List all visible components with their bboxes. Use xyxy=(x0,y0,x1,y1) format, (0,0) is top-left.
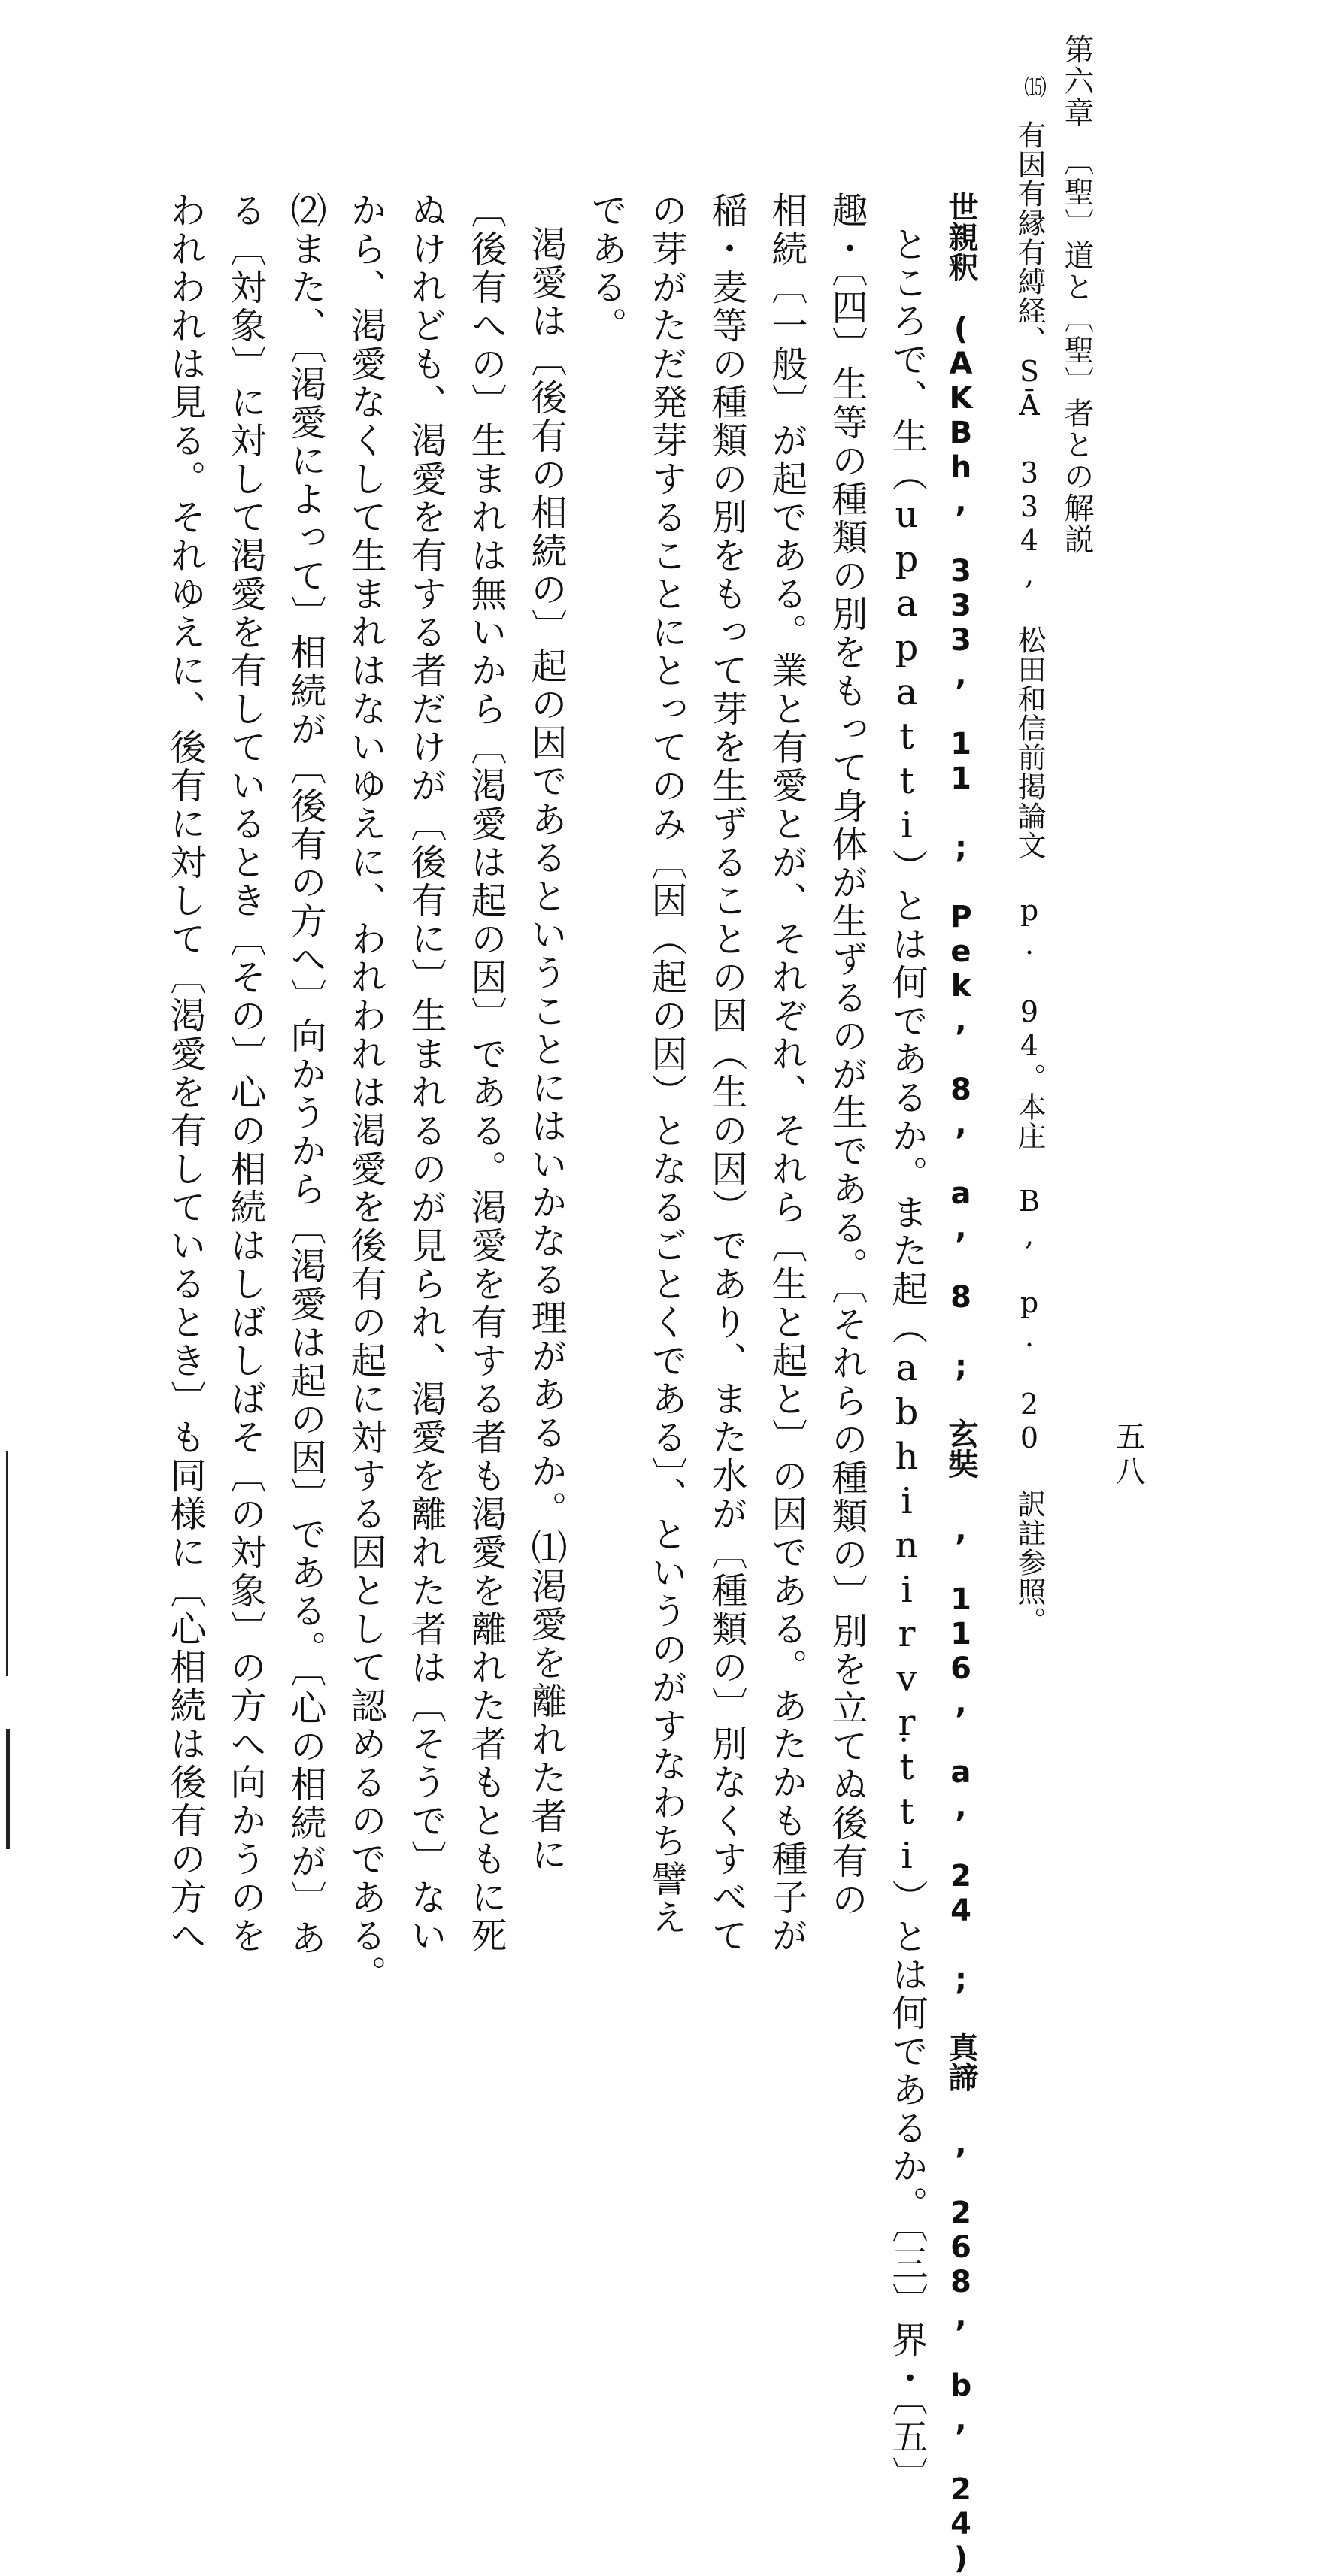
page-number: 五八 xyxy=(1110,1421,1145,1490)
chapter-header: 第六章 〔聖〕道と〔聖〕者との解説 xyxy=(1059,34,1094,555)
citation-heading: 世親釈 (AKBh, 333, 11 ; Pek, 8, a, 8 ; 玄奘 , 116, a, 24 ; 真諦 , 268, b, 24) xyxy=(944,192,978,2576)
body-line: われわれは見る。それゆえに、後有に対して〔渇愛を有しているとき〕も同様に〔心相続は後有の方へ xyxy=(164,192,206,1955)
footnote-number: ⒂ xyxy=(1020,75,1046,98)
body-line: 相続〔一般〕が起である。業と有愛とが、それぞれ、それら〔生と起と〕の因である。あたかも種子が xyxy=(765,192,807,1955)
body-line: ところで、生（upapatti）とは何であるか。また起（abhinirvṛtti）とは何であるか。〔三〕界・〔五〕 xyxy=(886,226,928,2495)
body-line: 渇愛は〔後有の相続の〕起の因であるということにはいかなる理があるか。⑴渇愛を離れた者に xyxy=(525,226,567,1874)
body-line: 趣・〔四〕生等の種類の別をもって身体が生ずるのが生である。〔それらの種類の〕別を立てぬ後有の xyxy=(826,192,868,1919)
body-line: る〔対象〕に対して渇愛を有しているとき〔その〕心の相続はしばしばそ〔の対象〕の方へ向かうのを xyxy=(224,192,266,1955)
body-line: 稲・麦等の種類の別をもって芽を生ずることの因（生の因）であり、また水が〔種類の〕別なくすべて xyxy=(705,192,747,1955)
body-line: ⑵また、〔渇愛によって〕相続が〔後有の方へ〕向かうから〔渇愛は起の因〕である。〔心の相続が〕あ xyxy=(284,192,326,1957)
scan-edge-mark xyxy=(6,1451,8,1676)
body-line: の芽がただ発芽することにとってのみ〔因（起の因）となるごとくである〕、というのがすなわち譬え xyxy=(645,192,687,1937)
scan-edge-mark xyxy=(6,1729,10,1849)
body-line: から、渇愛なくして生まれはないゆえに、われわれは渇愛を後有の起に対する因として認めるのである。 xyxy=(344,192,386,1993)
body-line: ぬけれども、渇愛を有する者だけが〔後有に〕生まれるのが見られ、渇愛を離れた者は〔そうで〕ない xyxy=(404,192,447,1955)
body-line: である。 xyxy=(585,192,627,345)
footnote-text: 有因有縁有縛経、SĀ 334, 松田和信前掲論文 p. 94。本庄 B, p. 20 訳註参照。 xyxy=(1013,120,1046,1636)
body-line: 〔後有への〕生まれは無いから〔渇愛は起の因〕である。渇愛を有する者も渇愛を離れた者もともに死 xyxy=(465,192,507,1955)
